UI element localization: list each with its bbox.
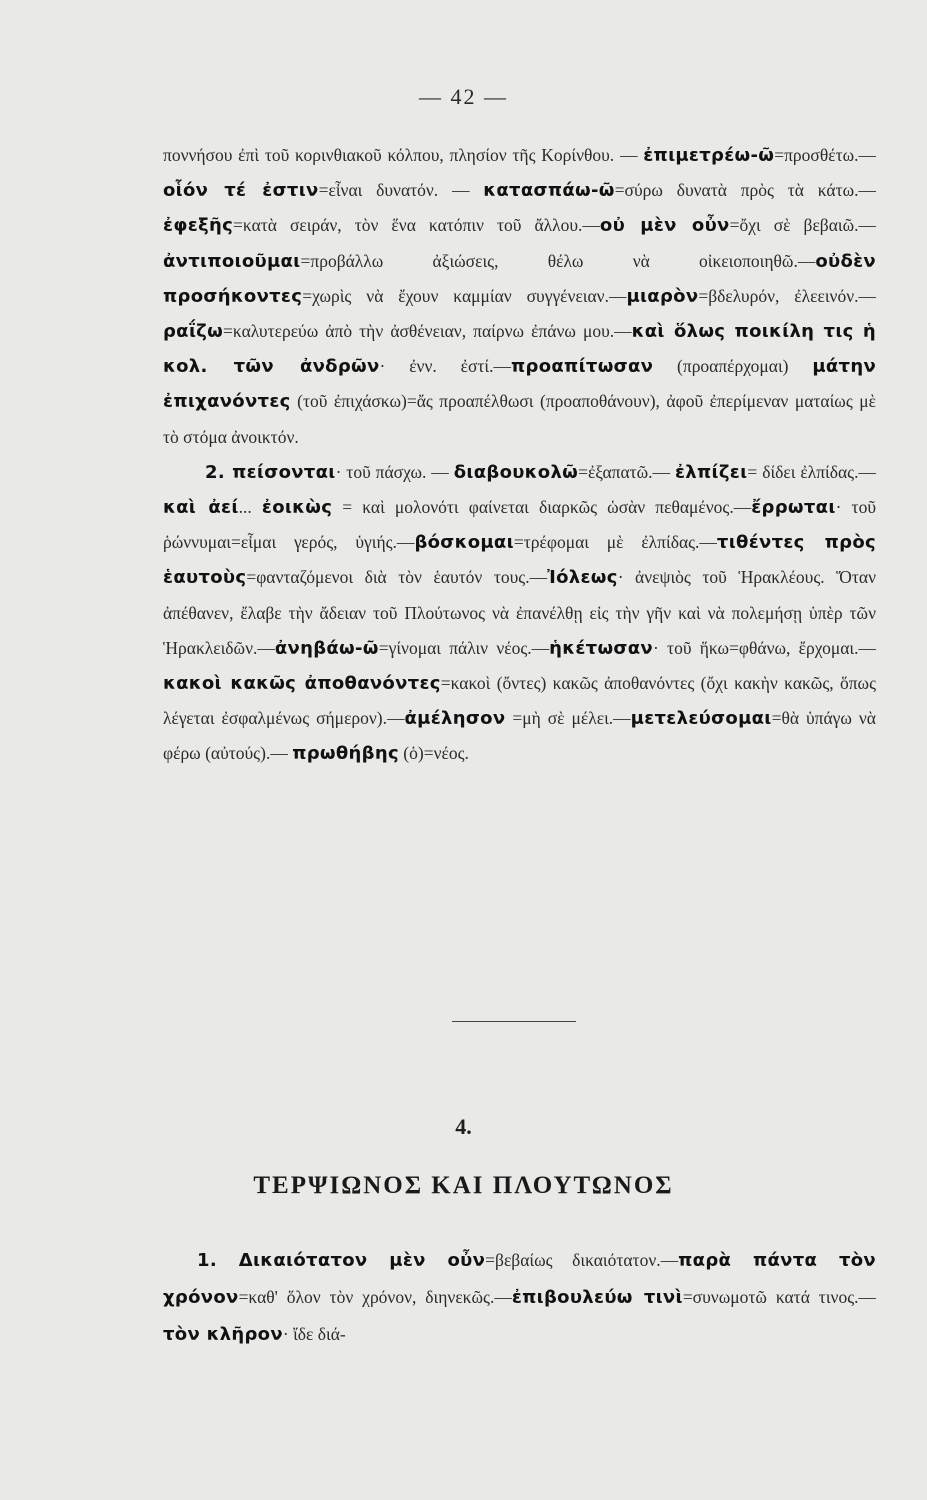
gloss-text: · τοῦ πάσχω. —	[335, 461, 454, 482]
page-number: — 42 —	[419, 84, 508, 109]
gloss-text: =κατὰ σειράν, τὸν ἕνα κατόπιν τοῦ ἄλλου.—	[233, 215, 600, 236]
gloss-text: =κακοὶ (ὄντες) κακῶς ἀποθανόντες (ὄχι κακὴν κακῶς, ὅπως λέγεται ἐσφαλμένως σήμερον).—	[163, 673, 877, 729]
lemma-term: ἐπιμετρέω-ῶ	[643, 145, 775, 166]
lemma-term: μετελεύσομαι	[630, 708, 772, 730]
gloss-text: =θὰ ὑπάγω νὰ φέρω (αὐτούς).—	[163, 708, 876, 764]
gloss-text: =βεβαίως δικαιότατον.—	[485, 1250, 679, 1270]
gloss-text: =φανταζόμενοι διὰ τὸν ἑαυτόν τους.—	[246, 567, 548, 588]
gloss-text: =χωρὶς νὰ ἔχουν καμμίαν συγγένειαν.—	[302, 285, 627, 306]
section-body	[163, 1242, 876, 1353]
lemma-term: κακοὶ κακῶς ἀποθανόντες	[163, 673, 441, 695]
glossary-text	[163, 138, 876, 772]
section-divider	[452, 1021, 576, 1022]
gloss-text: =συνωμοτῶ κατά τινος.—	[682, 1287, 876, 1307]
gloss-text: =ὄχι σὲ βεβαιῶ.—	[729, 215, 876, 236]
gloss-text: =καθ' ὅλον τὸν χρόνον, διηνεκῶς.—	[238, 1287, 512, 1307]
lemma-term: ἐοικὼς	[261, 497, 333, 519]
gloss-text: =τρέφομαι μὲ ἐλπίδας.—	[513, 532, 717, 553]
lemma-term: βόσκομαι	[414, 532, 514, 554]
gloss-text: · τοῦ ῥώννυμαι=εἶμαι γερός, ὑγιής.—	[163, 497, 877, 553]
lemma-term: ἐφεξῆς	[163, 215, 234, 237]
gloss-text: = καὶ μολονότι φαίνεται διαρκῶς ὡσὰν πεθαμένος.—	[332, 497, 752, 518]
gloss-text: =προβάλλω ἀξιώσεις, θέλω νὰ οἰκειοποιηθῶ.—	[300, 250, 816, 271]
lemma-term: οὐ μὲν οὖν	[599, 215, 730, 237]
glossary-paragraph-2	[163, 455, 876, 772]
section-paragraph-1	[163, 1242, 876, 1353]
lemma-term: καὶ ἀεί	[163, 497, 239, 519]
lemma-term: ἀνηβάω-ῶ	[274, 637, 379, 659]
gloss-text: · ἐνν. ἐστί.—	[379, 356, 511, 377]
lemma-term: κατασπάω-ῶ	[483, 180, 615, 202]
gloss-text: =σύρω δυνατὰ πρὸς τὰ κάτω.—	[614, 180, 877, 201]
gloss-text: · ἴδε διά-	[282, 1324, 346, 1344]
gloss-text: =γίνομαι πάλιν νέος.—	[378, 637, 550, 658]
lemma-term: ραΐζω	[163, 321, 224, 343]
lemma-term: οἷόν τέ ἐστιν	[163, 180, 319, 202]
lemma-term: ἀντιποιοῦμαι	[163, 250, 301, 272]
gloss-text: (τοῦ ἐπιχάσκω)=ἄς προαπέλθωσι (προαποθάνουν), ἀφοῦ ἐπερίμεναν ματαίως μὲ τὸ στόμα ἀνοικτόν.	[163, 391, 876, 447]
lemma-term: παρὰ πάντα τὸν χρόνον	[163, 1250, 876, 1308]
lemma-term: προαπίτωσαν	[511, 356, 654, 378]
gloss-text: =μὴ σὲ μέλει.—	[505, 708, 631, 729]
gloss-text: · ἀνεψιὸς τοῦ Ἡρακλέους. Ὅταν ἀπέθανεν, ἔλαβε τὴν ἄδειαν τοῦ Πλούτωνος νὰ ἐπανέλθῃ εἰς τὴν γῆν καὶ νὰ πολεμήσῃ ὑπὲρ τῶν Ἡρακλειδῶν.—	[163, 567, 877, 658]
gloss-text: =εἶναι δυνατόν. —	[318, 180, 484, 201]
gloss-text: · τοῦ ἥκω=φθάνω, ἔρχομαι.—	[652, 637, 876, 658]
lemma-term: ἐλπίζει	[674, 461, 748, 483]
lemma-term: ἡκέτωσαν	[549, 637, 653, 659]
lemma-term: ἀμέλησον	[404, 708, 506, 730]
gloss-text: (προαπέρχομαι)	[653, 356, 813, 377]
lemma-term: 2.	[205, 461, 233, 483]
gloss-text: = δίδει ἐλπίδας.—	[747, 461, 876, 482]
lemma-term: μάτην ἐπιχανόντες	[163, 356, 877, 413]
lemma-term: διαβουκολῶ	[453, 461, 579, 483]
lemma-term: ἐπιβουλεύω τινὶ	[511, 1287, 683, 1308]
lemma-term: μιαρὸν	[626, 285, 699, 307]
lemma-term: Δικαιότατον μὲν οὖν	[238, 1250, 486, 1271]
lemma-term: Ἰόλεως	[547, 567, 618, 589]
lemma-term: τὸν κλῆρον	[163, 1324, 283, 1345]
section-number: 4.	[455, 1114, 472, 1139]
gloss-text: =καλυτερεύω ἀπὸ τὴν ἀσθένειαν, παίρνω ἐπάνω μου.—	[223, 321, 632, 342]
lemma-term: τιθέντες πρὸς ἑαυτοὺς	[163, 532, 876, 589]
lemma-term: καὶ ὅλως ποικίλη τις ἡ κολ. τῶν ἀνδρῶν	[163, 321, 876, 378]
gloss-text: =ἐξαπατῶ.—	[578, 461, 675, 482]
lemma-term: πείσονται	[232, 461, 336, 483]
gloss-text: ποννήσου ἐπὶ τοῦ κορινθιακοῦ κόλπου, πλησίον τῆς Κορίνθου. —	[163, 145, 644, 165]
lemma-term: οὐδὲν προσήκοντες	[163, 250, 876, 307]
section-title: ΤΕΡΨΙΩΝΟΣ ΚΑΙ ΠΛΟΥΤΩΝΟΣ	[253, 1172, 674, 1199]
gloss-text: ...	[238, 497, 262, 518]
lemma-term: πρωθήβης	[292, 743, 399, 765]
glossary-paragraph-1	[163, 138, 876, 455]
gloss-text: (ὁ)=νέος.	[398, 743, 469, 764]
gloss-text: =προσθέτω.—	[774, 145, 876, 165]
lemma-term: 1.	[197, 1250, 239, 1271]
lemma-term: ἔρρωται	[751, 497, 836, 519]
gloss-text: =βδελυρόν, ἐλεεινόν.—	[698, 285, 876, 306]
